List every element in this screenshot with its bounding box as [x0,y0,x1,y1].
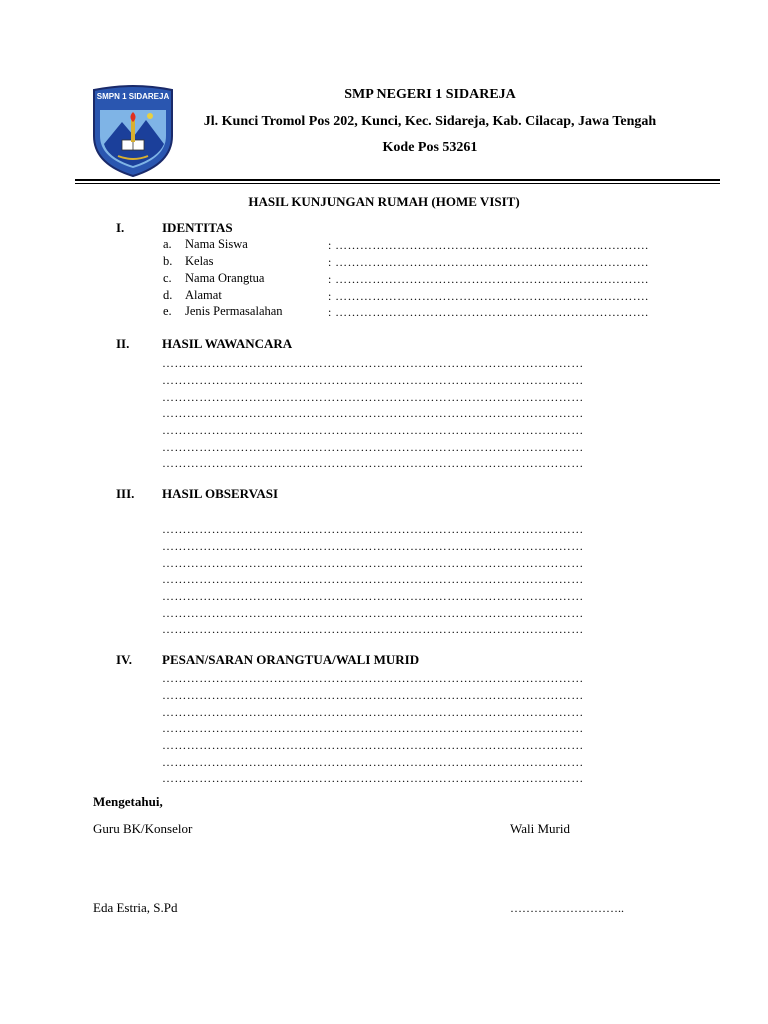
answer-line[interactable]: ………………………………………………………………………………………… [162,556,584,570]
field-label-alamat: Alamat [185,288,222,302]
answer-line[interactable]: ………………………………………………………………………………………… [162,589,584,603]
answer-line[interactable]: ………………………………………………………………………………………… [162,522,584,536]
answer-line[interactable]: ………………………………………………………………………………………… [162,539,584,553]
answer-line[interactable]: ………………………………………………………………………………………… [162,688,584,702]
answer-line[interactable]: ………………………………………………………………………………………… [162,705,584,719]
answer-line[interactable]: ………………………………………………………………………………………… [162,738,584,752]
answer-line[interactable]: ………………………………………………………………………………………… [162,356,584,370]
section-title-observasi: HASIL OBSERVASI [162,486,278,501]
item-letter: a. [163,237,172,251]
item-letter: d. [163,288,173,302]
section-title-pesan-saran: PESAN/SARAN ORANGTUA/WALI MURID [162,652,420,667]
answer-line[interactable]: ………………………………………………………………………………………… [162,390,584,404]
parent-signature-blank[interactable]: ……………………….. [510,901,624,915]
counselor-role: Guru BK/Konselor [93,821,193,836]
answer-line[interactable]: ………………………………………………………………………………………… [162,423,584,437]
section-number: III. [116,486,135,501]
section-title-wawancara: HASIL WAWANCARA [162,336,293,351]
answer-line[interactable]: ………………………………………………………………………………………… [162,406,584,420]
answer-line[interactable]: ………………………………………………………………………………………… [162,572,584,586]
answer-line[interactable]: ………………………………………………………………………………………… [162,755,584,769]
item-letter: c. [163,271,172,285]
section-number: IV. [116,652,133,667]
field-label-nama-siswa: Nama Siswa [185,237,248,251]
section-number: I. [116,220,125,235]
section-number: II. [116,336,130,351]
item-letter: e. [163,304,172,318]
answer-line[interactable]: ………………………………………………………………………………………… [162,440,584,454]
field-blank[interactable]: : …………………………………………………………………. [328,272,649,286]
parent-role: Wali Murid [510,821,570,836]
answer-line[interactable]: ………………………………………………………………………………………… [162,671,584,685]
answer-line[interactable]: ………………………………………………………………………………………… [162,771,584,785]
logo-text: SMPN 1 SIDAREJA [96,92,170,101]
field-blank[interactable]: : …………………………………………………………………. [328,289,649,303]
header-divider [75,179,720,181]
answer-line[interactable]: ………………………………………………………………………………………… [162,606,584,620]
field-label-nama-orangtua: Nama Orangtua [185,271,265,285]
field-label-jenis-permasalahan: Jenis Permasalahan [185,304,283,318]
counselor-name: Eda Estria, S.Pd [93,900,178,915]
acknowledge-label: Mengetahui, [93,794,163,809]
answer-line[interactable]: ………………………………………………………………………………………… [162,373,584,387]
field-blank[interactable]: : …………………………………………………………………. [328,238,649,252]
answer-line[interactable]: ………………………………………………………………………………………… [162,721,584,735]
section-title-identitas: IDENTITAS [162,220,233,235]
answer-line[interactable]: ………………………………………………………………………………………… [162,456,584,470]
document-title: HASIL KUNJUNGAN RUMAH (HOME VISIT) [248,194,520,209]
postal-code: Kode Pos 53261 [382,140,478,155]
item-letter: b. [163,254,173,268]
field-blank[interactable]: : …………………………………………………………………. [328,255,649,269]
answer-line[interactable]: ………………………………………………………………………………………… [162,622,584,636]
field-label-kelas: Kelas [185,254,214,268]
school-address: Jl. Kunci Tromol Pos 202, Kunci, Kec. Sidareja, Kab. Cilacap, Jawa Tengah [203,114,657,129]
header-divider-thin [75,183,720,184]
school-name: SMP NEGERI 1 SIDAREJA [344,87,516,102]
field-blank[interactable]: : …………………………………………………………………. [328,305,649,319]
